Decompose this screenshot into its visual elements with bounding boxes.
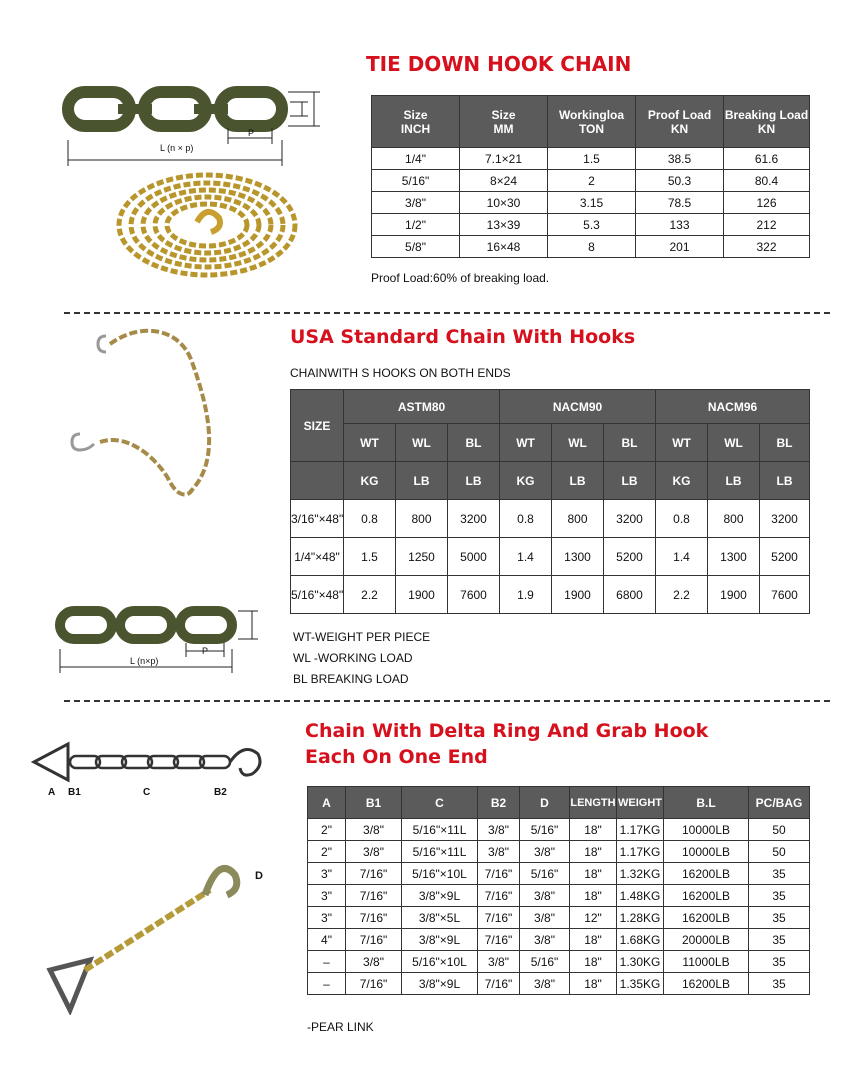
header-size-mm: Size MM [460, 96, 548, 148]
cell: 133 [636, 214, 724, 236]
header-wl: WL [552, 424, 604, 462]
table-row [372, 170, 810, 192]
cell: 3" [308, 863, 346, 885]
cell: 800 [396, 500, 448, 538]
cell: 38.5 [636, 148, 724, 170]
cell: 16200LB [664, 973, 749, 995]
header-units-blank [291, 462, 344, 500]
cell: 1/2" [372, 214, 460, 236]
unit-lb: LB [552, 462, 604, 500]
cell: 1300 [552, 538, 604, 576]
header-wl: WL [396, 424, 448, 462]
diagram-pitch-label: P [248, 128, 255, 138]
note-wt: WT-WEIGHT PER PIECE [293, 630, 431, 644]
unit-kg: KG [344, 462, 396, 500]
header-wt: WT [344, 424, 396, 462]
header-bl: BL [448, 424, 500, 462]
cell: 2.2 [656, 576, 708, 614]
cell: 8×24 [460, 170, 548, 192]
unit-kg: KG [656, 462, 708, 500]
cell: 3/8"×9L [402, 885, 478, 907]
header-wt: WT [500, 424, 552, 462]
cell: 5/16" [520, 863, 570, 885]
cell: 3/8" [520, 907, 570, 929]
unit-lb: LB [396, 462, 448, 500]
diagram-length-label-2: L (n×p) [130, 656, 159, 666]
cell: 35 [749, 863, 810, 885]
s-hook-chain-image [70, 322, 220, 512]
table-header-row [372, 96, 810, 148]
header-nacm96: NACM96 [656, 390, 810, 424]
cell: 5/8" [372, 236, 460, 258]
cell: 3/8" [478, 951, 520, 973]
cell: 5.3 [548, 214, 636, 236]
cell: 5/16" [520, 819, 570, 841]
diagram-pitch-label-2: P [202, 646, 209, 656]
cell: 7/16" [478, 973, 520, 995]
proof-load-note: Proof Load:60% of breaking load. [371, 271, 550, 285]
header-c: C [402, 787, 478, 819]
cell: 35 [749, 929, 810, 951]
cell: 7/16" [346, 929, 402, 951]
cell: 61.6 [724, 148, 810, 170]
cell: 3200 [604, 500, 656, 538]
header-pc-bag: PC/BAG [749, 787, 810, 819]
cell: 50 [749, 819, 810, 841]
section-divider [64, 700, 830, 702]
cell: 5/16" [372, 170, 460, 192]
cell: 0.8 [656, 500, 708, 538]
cell: 13×39 [460, 214, 548, 236]
cell: 50 [749, 841, 810, 863]
cell: 20000LB [664, 929, 749, 951]
cell: 35 [749, 951, 810, 973]
cell: 1.32KG [617, 863, 664, 885]
table-row [308, 841, 810, 863]
section3-title-line1: Chain With Delta Ring And Grab Hook [305, 720, 709, 742]
note-wl: WL -WORKING LOAD [293, 651, 413, 665]
cell: – [308, 973, 346, 995]
cell: 1900 [552, 576, 604, 614]
cell: 1900 [396, 576, 448, 614]
cell: 3" [308, 885, 346, 907]
table-row [308, 863, 810, 885]
table-row [308, 907, 810, 929]
header-breaking-load: Breaking Load KN [724, 96, 810, 148]
cell: 3/8" [478, 841, 520, 863]
cell: 3/8" [520, 929, 570, 951]
table-row [372, 236, 810, 258]
header-b1: B1 [346, 787, 402, 819]
header-astm80: ASTM80 [344, 390, 500, 424]
cell: 4" [308, 929, 346, 951]
cell: 212 [724, 214, 810, 236]
cell: 10000LB [664, 819, 749, 841]
cell: 1/4"×48" [291, 538, 344, 576]
header-nacm90: NACM90 [500, 390, 656, 424]
diagram-label-b1: B1 [68, 787, 81, 798]
diagram-length-label: L (n × p) [160, 143, 194, 153]
cell: 1300 [708, 538, 760, 576]
cell: 3" [308, 907, 346, 929]
cell: 7.1×21 [460, 148, 548, 170]
table-row [291, 538, 810, 576]
cell: 0.8 [344, 500, 396, 538]
cell: 11000LB [664, 951, 749, 973]
header-weight: WEIGHT [617, 787, 664, 819]
cell: 3/8"×5L [402, 907, 478, 929]
delta-ring-chain-diagram [30, 736, 280, 786]
cell: 1250 [396, 538, 448, 576]
cell: 5/16"×10L [402, 863, 478, 885]
diagram-label-a: A [48, 787, 56, 798]
cell: 5200 [604, 538, 656, 576]
cell: 2 [548, 170, 636, 192]
cell: 7/16" [346, 907, 402, 929]
cell: 16200LB [664, 863, 749, 885]
cell: 3/8" [372, 192, 460, 214]
diagram-label-b2: B2 [214, 787, 227, 798]
header-d: D [520, 787, 570, 819]
unit-lb: LB [708, 462, 760, 500]
header-bl: BL [604, 424, 656, 462]
grab-hook-chain-image [40, 850, 260, 1015]
cell: 322 [724, 236, 810, 258]
table-row [308, 819, 810, 841]
section-divider [64, 312, 830, 314]
cell: 80.4 [724, 170, 810, 192]
cell: 18" [570, 973, 617, 995]
header-bl: B.L [664, 787, 749, 819]
cell: 6800 [604, 576, 656, 614]
table-units-row [291, 462, 810, 500]
section2-title: USA Standard Chain With Hooks [290, 326, 636, 348]
cell: 1.9 [500, 576, 552, 614]
cell: 800 [552, 500, 604, 538]
cell: 10000LB [664, 841, 749, 863]
cell: 5/16" [520, 951, 570, 973]
cell: 1.4 [656, 538, 708, 576]
header-bl: BL [760, 424, 810, 462]
section2-subtitle: CHAINWITH S HOOKS ON BOTH ENDS [290, 366, 511, 380]
cell: 1.35KG [617, 973, 664, 995]
cell: 2.2 [344, 576, 396, 614]
chain-link-diagram [58, 80, 338, 170]
cell: 3/8"×9L [402, 973, 478, 995]
header-size-inch: Size INCH [372, 96, 460, 148]
tie-down-spec-table [371, 95, 810, 258]
cell: 8 [548, 236, 636, 258]
cell: 1.17KG [617, 841, 664, 863]
table-subheader-row [291, 424, 810, 462]
cell: 5/16"×48" [291, 576, 344, 614]
usa-standard-chain-table [290, 389, 810, 614]
cell: 18" [570, 819, 617, 841]
cell: 16200LB [664, 885, 749, 907]
cell: 5200 [760, 538, 810, 576]
header-wt: WT [656, 424, 708, 462]
cell: 1.68KG [617, 929, 664, 951]
table-header-row [308, 787, 810, 819]
cell: 18" [570, 929, 617, 951]
cell: 1.4 [500, 538, 552, 576]
cell: 18" [570, 951, 617, 973]
table-row [372, 214, 810, 236]
cell: 1.17KG [617, 819, 664, 841]
cell: 16×48 [460, 236, 548, 258]
unit-lb: LB [604, 462, 656, 500]
cell: 35 [749, 973, 810, 995]
cell: 7/16" [346, 863, 402, 885]
cell: 0.8 [500, 500, 552, 538]
cell: 1.5 [344, 538, 396, 576]
section3-title-line2: Each On One End [305, 746, 488, 768]
cell: 1.5 [548, 148, 636, 170]
unit-lb: LB [448, 462, 500, 500]
header-size: SIZE [291, 390, 344, 462]
cell: 18" [570, 885, 617, 907]
cell: 12" [570, 907, 617, 929]
cell: 7/16" [478, 863, 520, 885]
cell: 3/8" [478, 819, 520, 841]
cell: 3/8" [520, 885, 570, 907]
cell: 1900 [708, 576, 760, 614]
cell: 7600 [448, 576, 500, 614]
chain-link-diagram-2 [54, 605, 264, 675]
cell: 3/8" [520, 841, 570, 863]
cell: 3/16"×48" [291, 500, 344, 538]
table-row [308, 929, 810, 951]
unit-lb: LB [760, 462, 810, 500]
table-row [372, 148, 810, 170]
cell: – [308, 951, 346, 973]
cell: 18" [570, 863, 617, 885]
cell: 5/16"×11L [402, 841, 478, 863]
table-row [308, 951, 810, 973]
table-row [291, 576, 810, 614]
cell: 7/16" [478, 929, 520, 951]
cell: 5000 [448, 538, 500, 576]
cell: 1.30KG [617, 951, 664, 973]
header-working-load: Workingloa TON [548, 96, 636, 148]
cell: 35 [749, 907, 810, 929]
cell: 126 [724, 192, 810, 214]
diagram-label-c: C [143, 787, 151, 798]
note-bl: BL BREAKING LOAD [293, 672, 409, 686]
cell: 2" [308, 841, 346, 863]
coiled-chain-image [112, 170, 302, 280]
cell: 7600 [760, 576, 810, 614]
delta-ring-spec-table [307, 786, 810, 995]
table-row [372, 192, 810, 214]
cell: 7/16" [346, 973, 402, 995]
cell: 1/4" [372, 148, 460, 170]
cell: 3/8" [346, 841, 402, 863]
cell: 35 [749, 885, 810, 907]
diagram-label-d: D [255, 870, 263, 882]
cell: 10×30 [460, 192, 548, 214]
table-row [291, 500, 810, 538]
cell: 16200LB [664, 907, 749, 929]
header-length: LENGTH [570, 787, 617, 819]
cell: 3/8"×9L [402, 929, 478, 951]
cell: 7/16" [478, 885, 520, 907]
cell: 3200 [760, 500, 810, 538]
cell: 3/8" [346, 819, 402, 841]
table-row [308, 885, 810, 907]
cell: 2" [308, 819, 346, 841]
header-wl: WL [708, 424, 760, 462]
unit-kg: KG [500, 462, 552, 500]
cell: 1.28KG [617, 907, 664, 929]
table-row [308, 973, 810, 995]
table-header-row [291, 390, 810, 424]
cell: 3.15 [548, 192, 636, 214]
cell: 5/16"×10L [402, 951, 478, 973]
header-b2: B2 [478, 787, 520, 819]
cell: 3/8" [346, 951, 402, 973]
cell: 3200 [448, 500, 500, 538]
pear-link-note: -PEAR LINK [307, 1020, 374, 1034]
header-a: A [308, 787, 346, 819]
cell: 201 [636, 236, 724, 258]
cell: 78.5 [636, 192, 724, 214]
cell: 1.48KG [617, 885, 664, 907]
header-proof-load: Proof Load KN [636, 96, 724, 148]
cell: 50.3 [636, 170, 724, 192]
cell: 5/16"×11L [402, 819, 478, 841]
cell: 7/16" [478, 907, 520, 929]
cell: 800 [708, 500, 760, 538]
cell: 3/8" [520, 973, 570, 995]
cell: 7/16" [346, 885, 402, 907]
section1-title: TIE DOWN HOOK CHAIN [366, 52, 632, 76]
cell: 18" [570, 841, 617, 863]
